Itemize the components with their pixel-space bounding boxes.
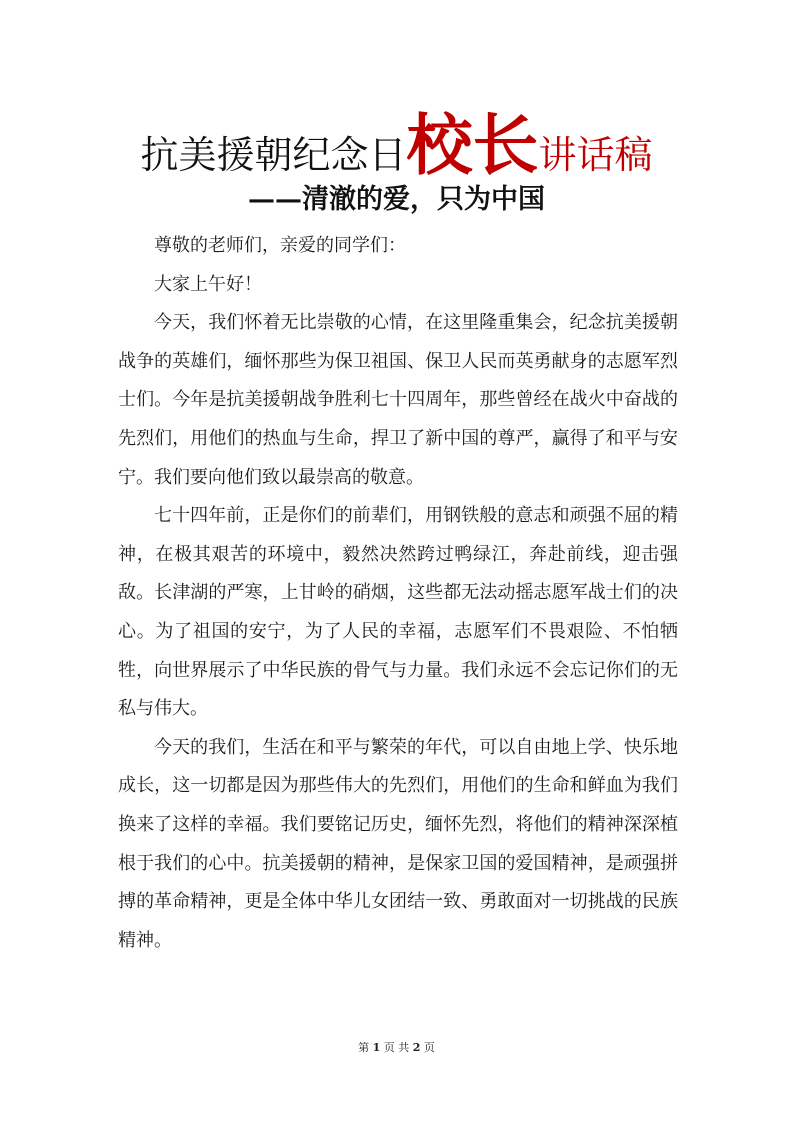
- body-paragraph: 今天，我们怀着无比崇敬的心情，在这里隆重集会，纪念抗美援朝战争的英雄们，缅怀那些为保卫祖国、保卫人民而英勇献身的志愿军烈士们。今年是抗美援朝战争胜利七十四周年，那些曾经在战火中奋战的先烈们，用他们的热血与生命，捍卫了新中国的尊严，赢得了和平与安宁。我们要向他们致以最崇高的敬意。: [118, 312, 678, 488]
- title-part-2-highlight: 校长: [406, 106, 539, 184]
- greeting-paragraph: 尊敬的老师们，亲爱的同学们：: [154, 235, 406, 256]
- document-subtitle: ——清澈的爱，只为中国: [248, 184, 545, 215]
- title-part-3: 讲话稿: [538, 133, 653, 177]
- footer-suffix: 页: [423, 1041, 435, 1054]
- document-title: [0, 100, 793, 190]
- body-paragraph: 七十四年前，正是你们的前辈们，用钢铁般的意志和顽强不屈的精神，在极其艰苦的环境中，毅然决然跨过鸭绿江，奔赴前线，迎击强敌。长津湖的严寒，上甘岭的硝烟，这些都无法动摇志愿军战士们的决心。为了祖国的安宁，为了人民的幸福，志愿军们不畏艰险、不怕牺牲，向世界展示了中华民族的骨气与力量。我们永远不会忘记你们的无私与伟大。: [118, 505, 678, 720]
- body-paragraph: 今天的我们，生活在和平与繁荣的年代，可以自由地上学、快乐地成长，这一切都是因为那些伟大的先烈们，用他们的生命和鲜血为我们换来了这样的幸福。我们要铭记历史，缅怀先烈，将他们的精神深深植根于我们的心中。抗美援朝的精神，是保家卫国的爱国精神，是顽强拼搏的革命精神，更是全体中华儿女团结一致、勇敢面对一切挑战的民族精神。: [118, 736, 678, 951]
- footer-prefix: 第: [358, 1041, 370, 1054]
- footer-middle: 页 共: [383, 1041, 410, 1054]
- page-footer: [0, 1040, 793, 1056]
- document-body: [118, 227, 678, 960]
- footer-total-pages: 2: [412, 1041, 421, 1054]
- footer-page-number: 1: [372, 1041, 381, 1054]
- title-part-1: 抗美援朝纪念日: [140, 133, 407, 177]
- salute-paragraph: 大家上午好！: [154, 273, 262, 295]
